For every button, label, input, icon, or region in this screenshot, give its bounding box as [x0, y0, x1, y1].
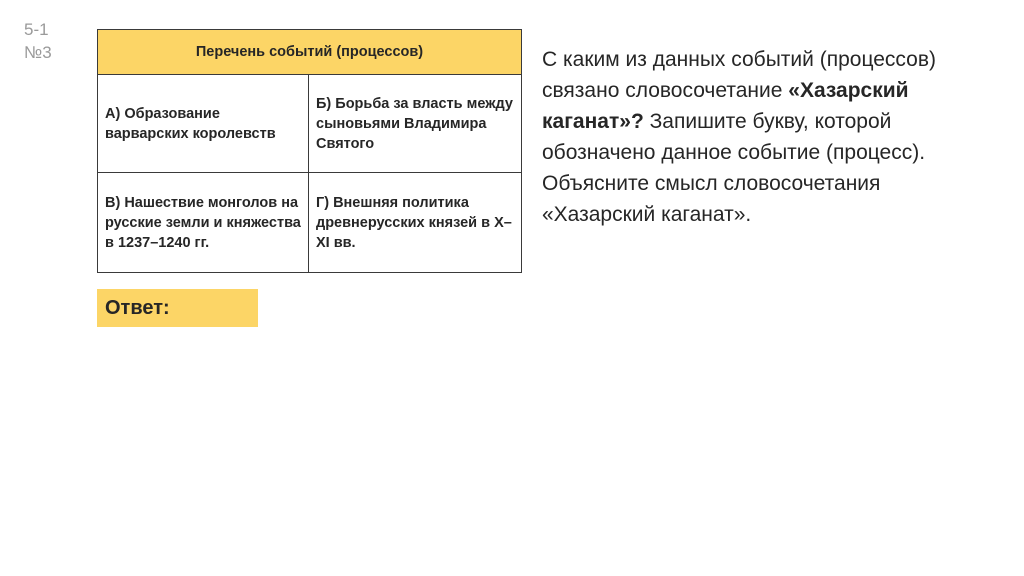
- answer-label: Ответ:: [105, 297, 170, 319]
- question-part1: С каким из данных событий (процессов) связано словосочетание: [542, 48, 936, 102]
- table-header: Перечень событий (процессов): [98, 30, 522, 75]
- table-row: [98, 173, 522, 273]
- table-cell-g: Г) Внешняя политика древнерусских князей в X–XI вв.: [309, 173, 522, 273]
- slide-number-label: [24, 18, 52, 64]
- task-number: №3: [24, 43, 52, 62]
- question-part2: Запишите букву, которой обозначено данное событие (процесс).: [542, 110, 926, 164]
- table-header-row: [98, 30, 522, 75]
- events-table: [97, 29, 522, 273]
- question-paragraph: [542, 44, 982, 168]
- question-term: «Хазарский каганат»?: [542, 79, 909, 133]
- table-cell-a: А) Образование варварских королевств: [98, 75, 309, 173]
- table-cell-b: Б) Борьба за власть между сыновьями Владимира Святого: [309, 75, 522, 173]
- answer-field[interactable]: [97, 289, 258, 327]
- table-row: [98, 75, 522, 173]
- question-explain: Объясните смысл словосочетания «Хазарский каганат».: [542, 172, 881, 226]
- table-cell-v: В) Нашествие монголов на русские земли и княжества в 1237–1240 гг.: [98, 173, 309, 273]
- slide-number: 5-1: [24, 20, 49, 39]
- question-text: [542, 44, 982, 230]
